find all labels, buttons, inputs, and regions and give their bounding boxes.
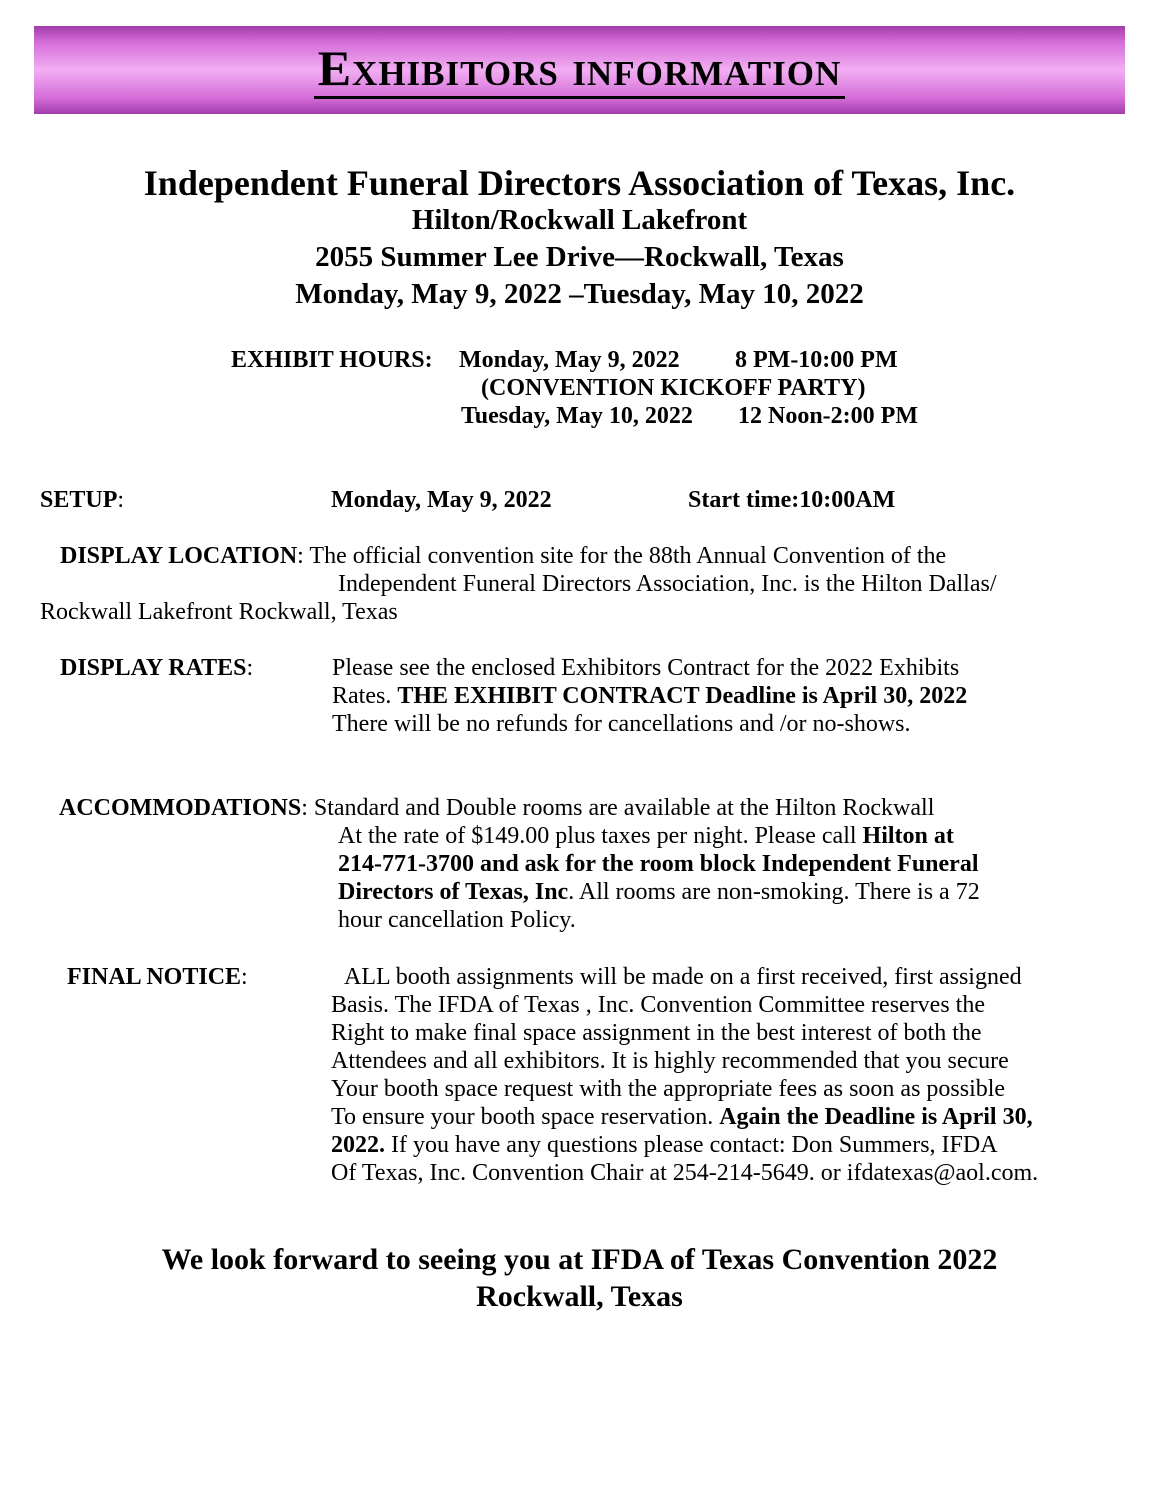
page-title: Exhibitors information (34, 40, 1125, 98)
organization-name: Independent Funeral Directors Association of Texas, Inc. (143, 163, 1016, 203)
accommodations-line4: Directors of Texas, Inc. All rooms are non-smoking. There is a 72 (338, 879, 980, 905)
final-notice-label: FINAL NOTICE (67, 964, 242, 990)
accommodations-label: ACCOMMODATIONS (59, 795, 302, 821)
event-dates: Monday, May 9, 2022 –Tuesday, May 10, 2022 (295, 278, 864, 310)
final-notice-line6: To ensure your booth space reservation. Again the Deadline is April 30, (331, 1104, 1033, 1130)
display-location-line3: Rockwall Lakefront Rockwall, Texas (40, 599, 398, 625)
setup-date: Monday, May 9, 2022 (331, 487, 552, 513)
exhibit-hours-event: (CONVENTION KICKOFF PARTY) (481, 375, 866, 401)
final-notice-line2: Basis. The IFDA of Texas , Inc. Convention Committee reserves the (331, 992, 985, 1018)
venue-address: 2055 Summer Lee Drive—Rockwall, Texas (315, 241, 844, 273)
exhibit-hours-day2-time: 12 Noon-2:00 PM (738, 403, 918, 429)
display-rates-line3: There will be no refunds for cancellations and /or no-shows. (332, 711, 911, 737)
final-notice-line1: ALL booth assignments will be made on a first received, first assigned (344, 964, 1022, 990)
final-notice-line3: Right to make final space assignment in the best interest of both the (331, 1020, 982, 1046)
accommodations-line2: At the rate of $149.00 plus taxes per night. Please call Hilton at (338, 823, 954, 849)
setup-label: SETUP (40, 487, 118, 513)
display-location-line1: DISPLAY LOCATION: The official convention site for the 88th Annual Convention of the (60, 543, 947, 569)
contract-deadline: THE EXHIBIT CONTRACT Deadline is April 30, 2022 (397, 683, 968, 709)
final-notice-line8: Of Texas, Inc. Convention Chair at 254-214-5649. or ifdatexas@aol.com. (331, 1160, 1039, 1186)
display-rates-label: DISPLAY RATES (60, 655, 247, 681)
accommodations-line5: hour cancellation Policy. (338, 907, 576, 933)
display-rates-line2: Rates. THE EXHIBIT CONTRACT Deadline is April 30, 2022 (332, 683, 968, 709)
display-location-line2: Independent Funeral Directors Association, Inc. is the Hilton Dallas/ (338, 571, 997, 597)
accommodations-line3: 214-771-3700 and ask for the room block Independent Funeral (338, 851, 979, 877)
accommodations-line1: ACCOMMODATIONS: Standard and Double rooms are available at the Hilton Rockwall (59, 795, 935, 821)
venue-name: Hilton/Rockwall Lakefront (411, 204, 748, 236)
exhibit-hours-day1-time: 8 PM-10:00 PM (735, 347, 898, 373)
exhibit-hours-day2: Tuesday, May 10, 2022 (461, 403, 693, 429)
setup-label-row: SETUP: (40, 487, 125, 513)
final-notice-label-row: FINAL NOTICE: (67, 964, 248, 990)
final-notice-line5: Your booth space request with the appropriate fees as soon as possible (331, 1076, 1006, 1102)
closing-line1: We look forward to seeing you at IFDA of Texas Convention 2022 (161, 1243, 998, 1276)
closing-line2: Rockwall, Texas (476, 1280, 683, 1313)
display-rates-label-row: DISPLAY RATES: (60, 655, 254, 681)
display-location-label: DISPLAY LOCATION (60, 543, 298, 569)
exhibit-hours-day1: Monday, May 9, 2022 (459, 347, 680, 373)
final-notice-line7: 2022. If you have any questions please contact: Don Summers, IFDA (331, 1132, 998, 1158)
display-rates-line1: Please see the enclosed Exhibitors Contract for the 2022 Exhibits (332, 655, 960, 681)
exhibit-hours-label: EXHIBIT HOURS: (231, 347, 433, 373)
setup-start-time: Start time:10:00AM (688, 487, 896, 513)
title-banner (34, 26, 1125, 114)
final-notice-line4: Attendees and all exhibitors. It is highly recommended that you secure (331, 1048, 1009, 1074)
